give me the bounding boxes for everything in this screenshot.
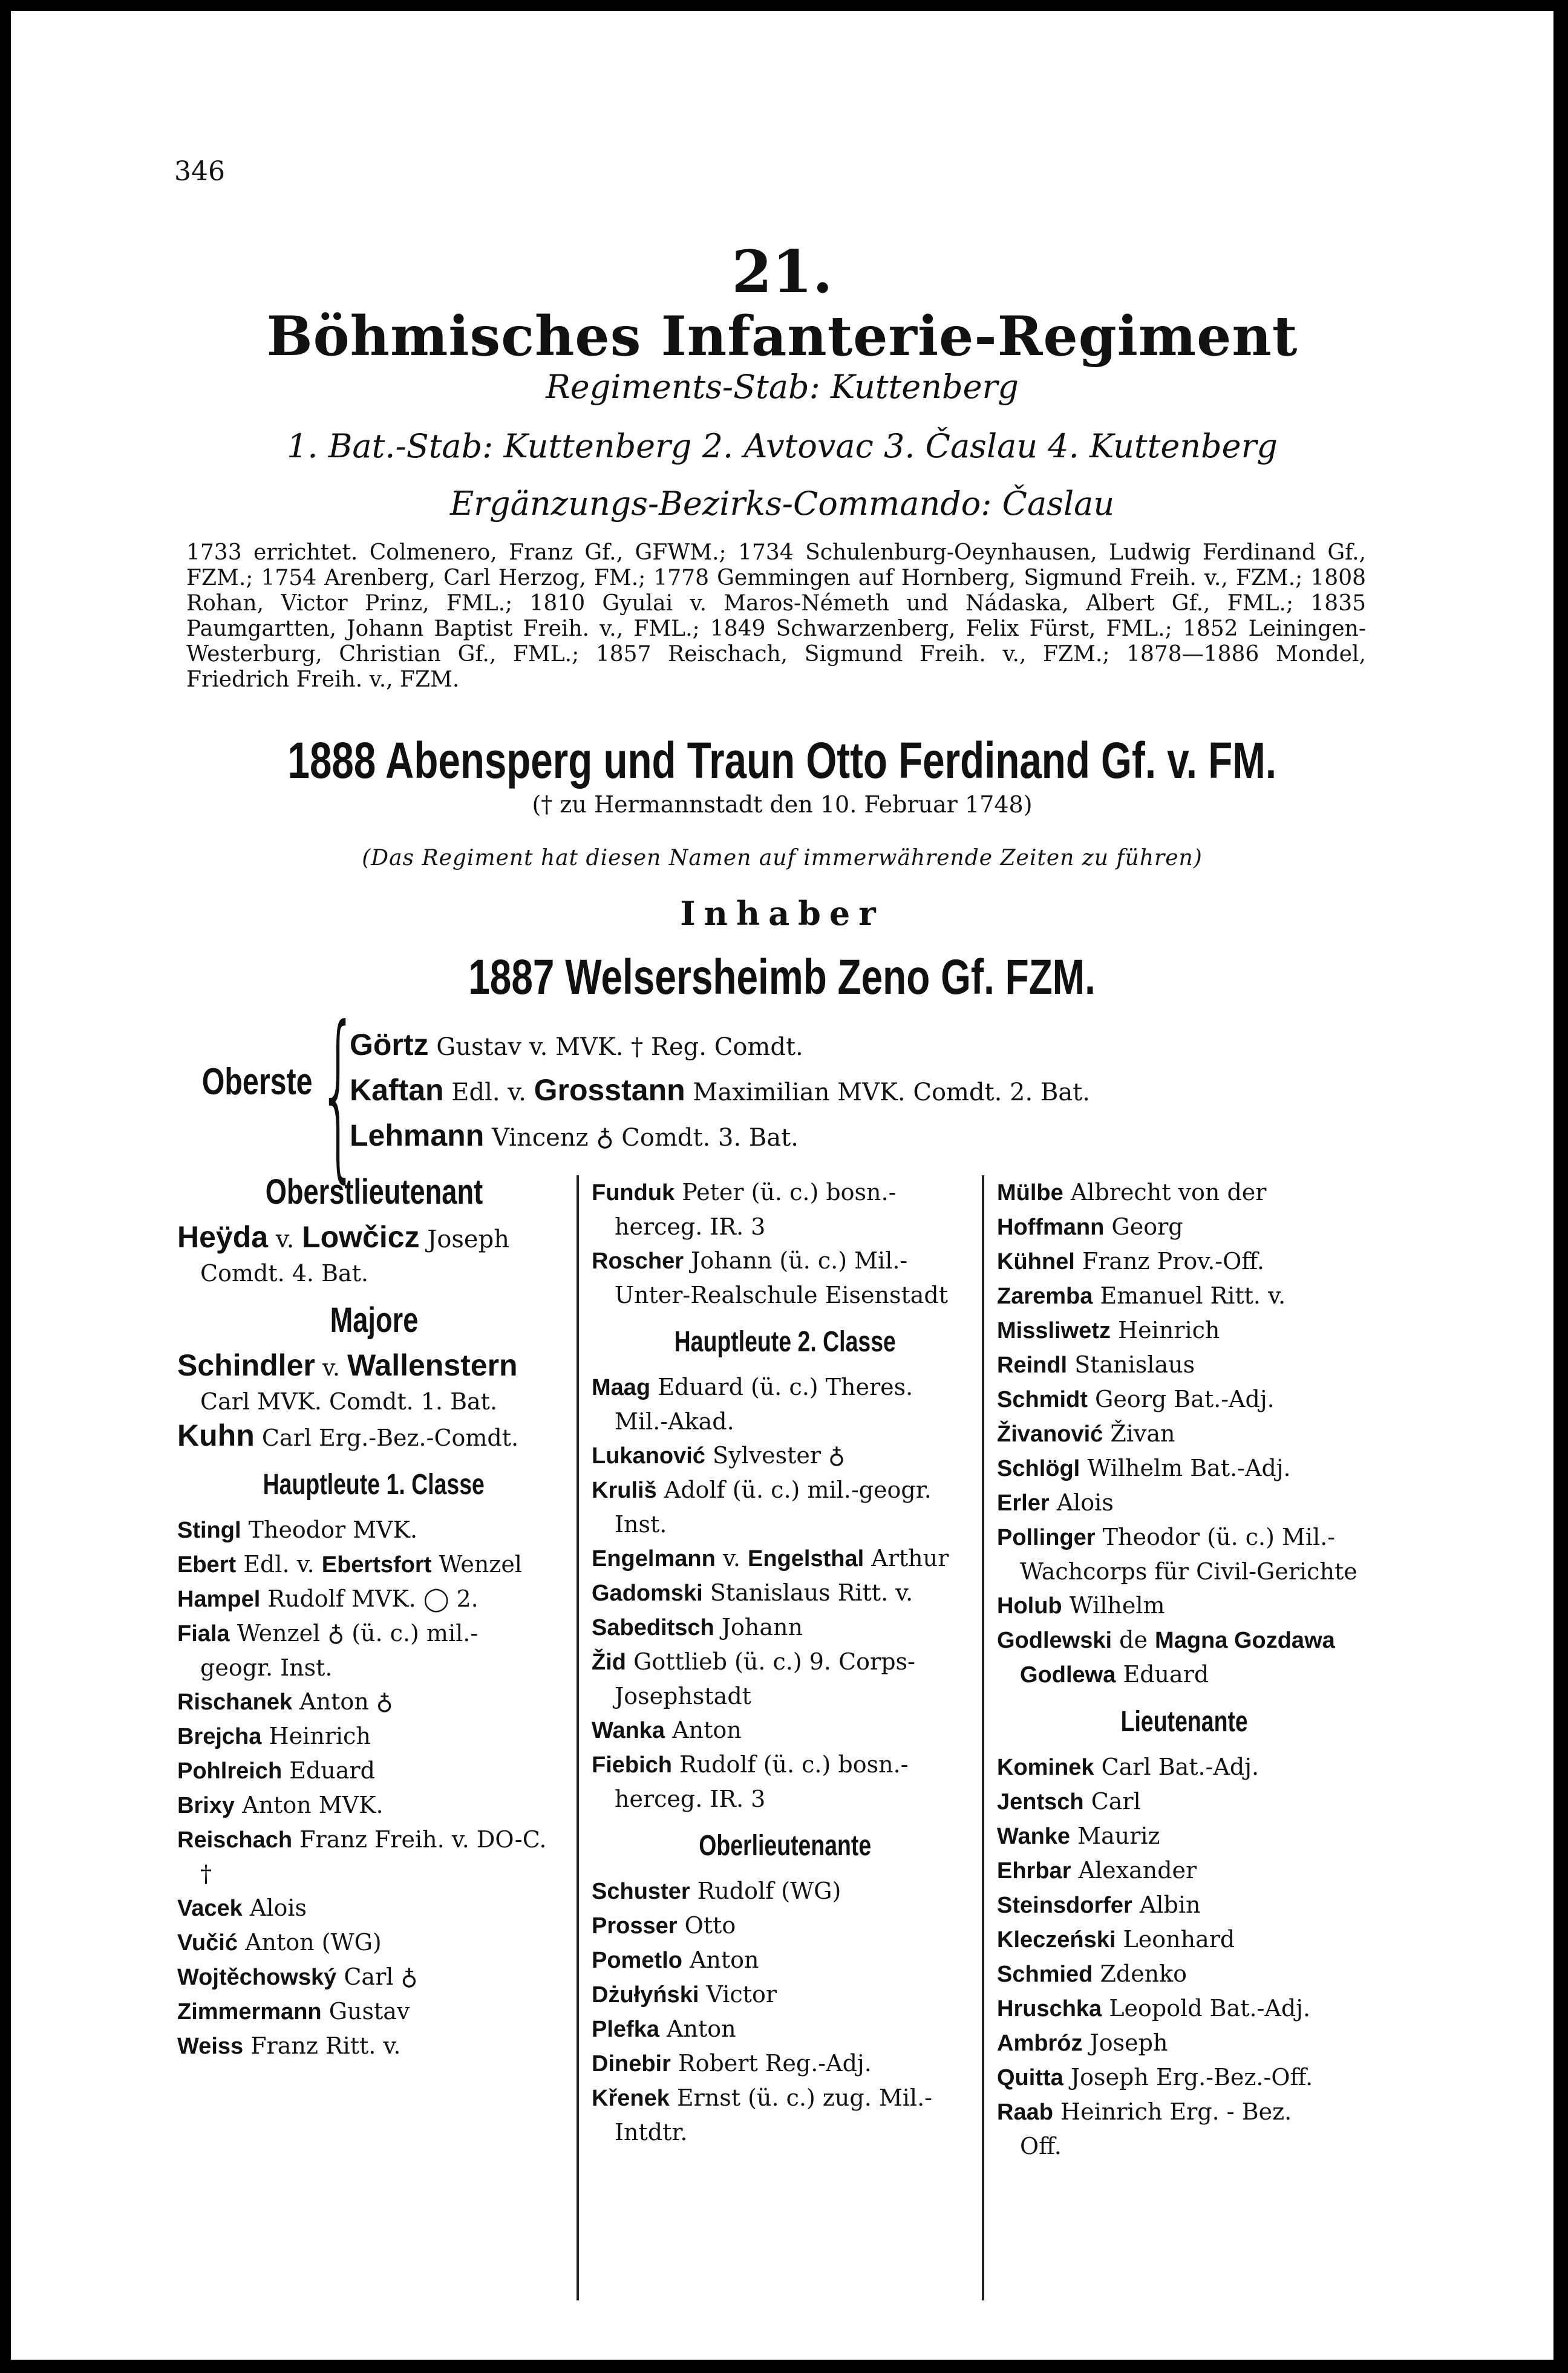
- page: [11, 11, 1553, 2360]
- list-item: Dżułyński Victor: [592, 1981, 777, 2008]
- list-item: Schmidt Georg Bat.-Adj.: [997, 1386, 1275, 1412]
- list-item-continuation: Wachcorps für Civil-Gerichte: [1020, 1558, 1357, 1585]
- list-item: Reischach Franz Freih. v. DO-C.: [177, 1826, 547, 1853]
- oberst-entry: Lehmann Vincenz ♁ Comdt. 3. Bat.: [350, 1118, 799, 1152]
- hauptleute-1-continued: [592, 1175, 979, 1312]
- list-item-continuation: †: [200, 1861, 212, 1887]
- oberstlieutenant-entry: Heÿda v. Lowčicz Joseph: [177, 1220, 509, 1254]
- list-item-continuation: Off.: [1020, 2133, 1062, 2159]
- list-item: Kruliš Adolf (ü. c.) mil.-geogr.: [592, 1477, 932, 1503]
- column-divider: [982, 1175, 984, 2300]
- regiment-title: Böhmisches Infanterie-Regiment: [266, 304, 1298, 368]
- list-item: Holub Wilhelm: [997, 1592, 1165, 1619]
- list-item: Quitta Joseph Erg.-Bez.-Off.: [997, 2064, 1313, 2091]
- list-item: Schuster Rudolf (WG): [592, 1878, 841, 1904]
- list-item: Žid Gottlieb (ü. c.) 9. Corps-: [592, 1648, 915, 1675]
- regiment-number: 21.: [731, 238, 833, 306]
- list-item: Missliwetz Heinrich: [997, 1317, 1220, 1343]
- list-item-continuation: herceg. IR. 3: [615, 1786, 766, 1812]
- namesake-heading: [11, 731, 1553, 790]
- list-item: Brixy Anton MVK.: [177, 1792, 384, 1818]
- hauptleute-2-list: [592, 1370, 979, 1816]
- list-item: Schmied Zdenko: [997, 1960, 1187, 1987]
- lieutenante-list: [997, 1750, 1372, 2163]
- majore-heading: Majore: [330, 1301, 418, 1340]
- regiment-note: (Das Regiment hat diesen Namen auf immerwährende Zeiten zu führen): [362, 846, 1203, 870]
- list-item: Pollinger Theodor (ü. c.) Mil.-: [997, 1524, 1336, 1550]
- list-item: Fiala Wenzel ♁ (ü. c.) mil.-: [177, 1620, 479, 1647]
- list-item: Erler Alois: [997, 1489, 1114, 1516]
- battalion-stab-line: 1. Bat.-Stab: Kuttenberg 2. Avtovac 3. Časlau 4. Kuttenberg: [287, 427, 1278, 465]
- list-item: Zimmermann Gustav: [177, 1998, 410, 2025]
- list-item: Raab Heinrich Erg. - Bez.: [997, 2098, 1292, 2125]
- column-3: [997, 1175, 1372, 2163]
- oberste-brace: {: [318, 988, 359, 1199]
- list-item: Wojtěchowský Carl ♁: [177, 1963, 418, 1990]
- oberst-entry: Görtz Gustav v. MVK. † Reg. Comdt.: [350, 1028, 803, 1062]
- ergaenzungs-line: Ergänzungs-Bezirks-Commando: Časlau: [449, 485, 1115, 523]
- list-item: Godlewa Eduard: [1020, 1661, 1209, 1688]
- column-1: [177, 1172, 570, 2063]
- list-item: Stingl Theodor MVK.: [177, 1516, 418, 1543]
- list-item: Hoffmann Georg: [997, 1213, 1183, 1240]
- list-item: Hampel Rudolf MVK. ◯ 2.: [177, 1585, 479, 1612]
- list-item: Brejcha Heinrich: [177, 1723, 371, 1749]
- oberste-label: Oberste: [201, 1061, 313, 1103]
- list-item: Křenek Ernst (ü. c.) zug. Mil.-: [592, 2084, 932, 2111]
- list-item: Dinebir Robert Reg.-Adj.: [592, 2050, 872, 2077]
- list-item: Gadomski Stanislaus Ritt. v.: [592, 1579, 913, 1606]
- list-item: Plefka Anton: [592, 2016, 736, 2042]
- list-item: Fiebich Rudolf (ü. c.) bosn.-: [592, 1751, 909, 1778]
- list-item: Rischanek Anton ♁: [177, 1688, 393, 1715]
- list-item: Vučić Anton (WG): [177, 1929, 382, 1956]
- hauptleute-1-list: [177, 1513, 570, 2063]
- hauptleute-1-heading: Hauptleute 1. Classe: [263, 1469, 485, 1501]
- list-item: Ambróz Joseph: [997, 2029, 1168, 2056]
- list-item: Zaremba Emanuel Ritt. v.: [997, 1282, 1286, 1309]
- list-item: Steinsdorfer Albin: [997, 1892, 1201, 1918]
- oberlieutenante-heading: Oberlieutenante: [699, 1830, 872, 1862]
- list-item: Funduk Peter (ü. c.) bosn.-: [592, 1179, 897, 1206]
- major-entry: Kuhn Carl Erg.-Bez.-Comdt.: [177, 1418, 519, 1452]
- list-item-continuation: Josephstadt: [615, 1683, 751, 1709]
- list-item: Engelmann v. Engelsthal Arthur: [592, 1545, 949, 1572]
- list-item: Pohlreich Eduard: [177, 1757, 375, 1784]
- list-item: Ehrbar Alexander: [997, 1857, 1197, 1884]
- list-item: Živanović Živan: [997, 1420, 1175, 1447]
- column-2: [592, 1175, 979, 2149]
- list-item: Jentsch Carl: [997, 1788, 1141, 1815]
- inhaber-label: Inhaber: [680, 894, 884, 933]
- list-item: Weiss Franz Ritt. v.: [177, 2032, 401, 2059]
- page-number: 346: [174, 156, 225, 187]
- oberlieutenante-continued: [997, 1175, 1372, 1692]
- list-item: Ebert Edl. v. Ebertsfort Wenzel: [177, 1551, 522, 1578]
- list-item: Godlewski de Magna Gozdawa: [997, 1627, 1335, 1653]
- list-item: Wanke Mauriz: [997, 1823, 1160, 1849]
- list-item: Schlögl Wilhelm Bat.-Adj.: [997, 1455, 1291, 1481]
- namesake-death: († zu Hermannstadt den 10. Februar 1748): [532, 791, 1033, 818]
- column-divider: [577, 1175, 579, 2300]
- list-item-continuation: Mil.-Akad.: [615, 1408, 734, 1435]
- list-item: Lukanović Sylvester ♁: [592, 1442, 845, 1469]
- oberlieutenante-list: [592, 1874, 979, 2149]
- lieutenante-heading: Lieutenante: [1120, 1706, 1249, 1738]
- list-item: Reindl Stanislaus: [997, 1351, 1195, 1378]
- major-entry: Schindler v. Wallenstern: [177, 1348, 518, 1382]
- oberst-entry: Kaftan Edl. v. Grosstann Maximilian MVK. Comdt. 2. Bat.: [350, 1073, 1090, 1107]
- list-item: Kleczeński Leonhard: [997, 1926, 1235, 1953]
- list-item-continuation: Inst.: [615, 1511, 667, 1538]
- list-item: Maag Eduard (ü. c.) Theres.: [592, 1374, 913, 1400]
- list-item: Prosser Otto: [592, 1912, 736, 1939]
- inhaber-heading-text: 1887 Welsersheimb Zeno Gf. FZM.: [468, 950, 1096, 1005]
- hauptleute-2-heading: Hauptleute 2. Classe: [674, 1326, 897, 1358]
- list-item: Wanka Anton: [592, 1717, 742, 1743]
- list-item-continuation: Unter-Realschule Eisenstadt: [615, 1282, 948, 1308]
- list-item: Kominek Carl Bat.-Adj.: [997, 1754, 1259, 1780]
- major-detail: Carl MVK. Comdt. 1. Bat.: [200, 1388, 498, 1415]
- regiment-stab-line: Regiments-Stab: Kuttenberg: [546, 368, 1019, 406]
- list-item: Roscher Johann (ü. c.) Mil.-: [592, 1247, 908, 1274]
- list-item: Kühnel Franz Prov.-Off.: [997, 1248, 1264, 1275]
- list-item-continuation: Intdtr.: [615, 2119, 688, 2146]
- inhaber-heading: [11, 948, 1553, 1006]
- regiment-history: 1733 errichtet. Colmenero, Franz Gf., GFWM.; 1734 Schulenburg-Oeynhausen, Ludwig Ferdinand Gf., FZM.; 1754 Arenberg, Carl Herzog, FM.; 1778 Gemmingen auf Hornberg, Sigmund Freih. v., FZM.; 1808 Rohan, Victor Prinz, FML.; 1810 Gyulai v. Maros-Németh und Nádaska, Albert Gf., FML.; 1835 Paumgartten, Johann Baptist Freih. v., FML.; 1849 Schwarzenberg, Felix Fürst, FML.; 1852 Leiningen-Westerburg, Christian Gf., FML.; 1857 Reischach, Sigmund Freih. v., FZM.; 1878—1886 Mondel, Friedrich Freih. v., FZM.: [186, 540, 1366, 692]
- list-item-continuation: herceg. IR. 3: [615, 1213, 766, 1240]
- list-item: Hruschka Leopold Bat.-Adj.: [997, 1995, 1311, 2022]
- list-item-continuation: geogr. Inst.: [200, 1654, 333, 1681]
- list-item: Pometlo Anton: [592, 1947, 759, 1973]
- list-item: Vacek Alois: [177, 1895, 307, 1921]
- list-item: Sabeditsch Johann: [592, 1614, 803, 1640]
- oberstlieutenant-detail: Comdt. 4. Bat.: [200, 1260, 369, 1287]
- list-item: Mülbe Albrecht von der: [997, 1179, 1267, 1206]
- namesake-heading-text: 1888 Abensperg und Traun Otto Ferdinand Gf. v. FM.: [287, 732, 1277, 789]
- oberstlieutenant-heading: Oberstlieutenant: [265, 1172, 483, 1212]
